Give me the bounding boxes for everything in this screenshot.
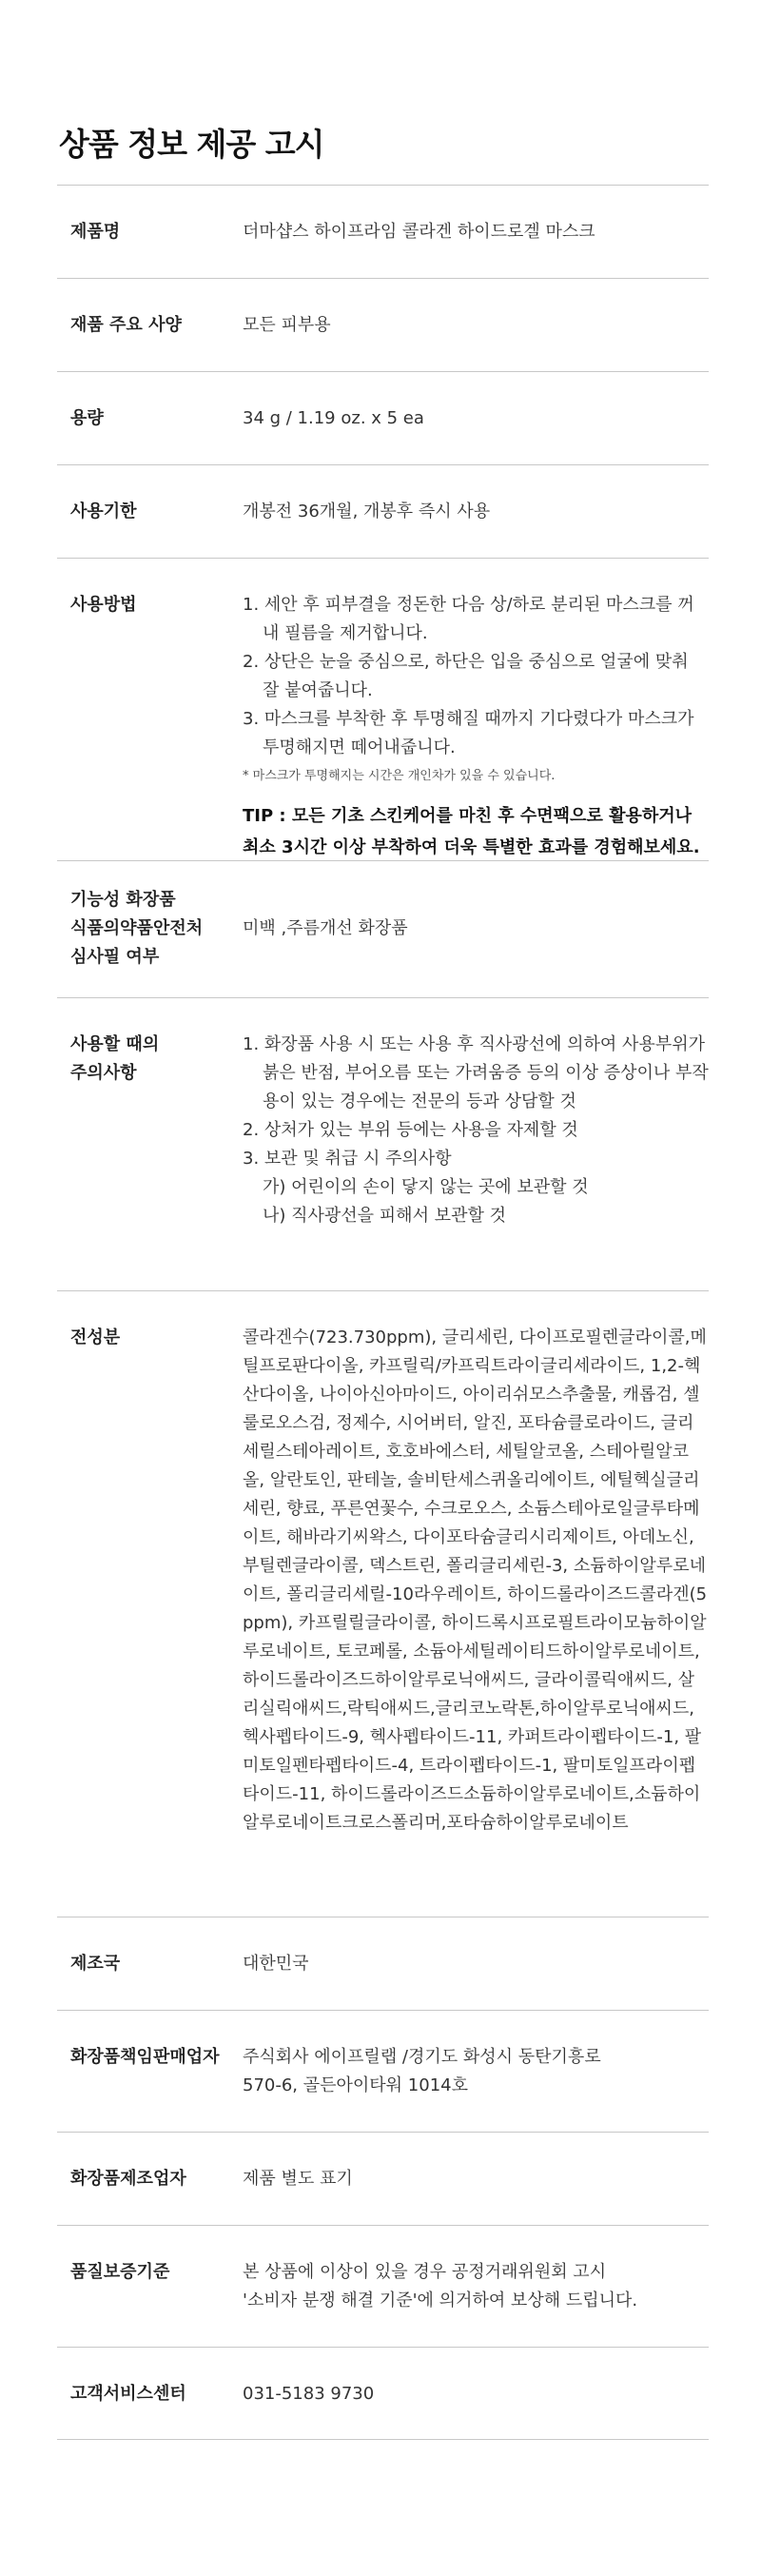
row-quality [57,2225,709,2347]
row-label-line: 주의사항 [70,1063,137,1083]
row-value: 더마샵스 하이프라임 콜라겐 하이드로겔 마스크 [243,222,595,242]
row-usage [57,558,709,860]
row-country [57,1917,709,2010]
caution-item: 2. 상처가 있는 부위 등에는 사용을 자제할 것 [243,1120,578,1140]
caution-item: 3. 보관 및 취급 시 주의사항 [243,1149,452,1169]
row-value: 대한민국 [243,1954,309,1974]
caution-subitem: 나) 직사광선을 피해서 보관할 것 [263,1206,506,1226]
row-value [243,2043,709,2132]
row-label: 화장품책임판매업자 [70,2047,220,2067]
row-label: 사용기한 [70,501,137,521]
row-label: 제품명 [70,222,121,242]
quality-line: 본 상품에 이상이 있을 경우 공정거래위원회 고시 [243,2262,607,2282]
row-value: 미백 ,주름개선 화장품 [243,918,408,938]
row-label: 전성분 [70,1327,121,1347]
caution-items [243,1031,709,1173]
row-label: 재품 주요 사양 [70,315,182,335]
row-label-line: 심사필 여부 [70,947,160,967]
row-functional [57,860,709,997]
row-label-line: 식품의약품안전처 [70,918,204,938]
seller-line: 주식회사 에이프릴랩 /경기도 화성시 동탄기흥로 [243,2047,601,2067]
row-seller [57,2010,709,2132]
row-label-line: 기능성 화장품 [70,890,176,910]
row-label: 화장품제조업자 [70,2169,186,2189]
usage-steps [243,591,709,762]
ingredients-text: 콜라겐수(723.730ppm), 글리세린, 다이프로필렌글라이콜,메틸프로판다이올, 카프릴릭/카프릭트라이글리세라이드, 1,2-헥산다이올, 나이아신아마이드, 아이리쉬모스추출물, 캐롭검, 셀룰로오스검, 정제수, 시어버터, 알진, 포타슘클로라이드, 글리세릴스테아레이트, 호호바에스터, 세틸알코올, 스테아릴알코올, 알란토인, 판테놀, 솔비탄세스퀴올리에이트, 에틸헥실글리세린, 향료, 푸른연꽃수, 수크로오스, 소듐스테아로일글루타메이트, 해바라기씨왁스, 다이포타슘글리시리제이트, 아데노신, 부틸렌글라이콜, 덱스트린, 폴리글리세린-3, 소듐하이알루로네이트, 폴리글리세릴-10라우레이트, 하이드롤라이즈드콜라겐(5ppm), 카프릴릴글라이콜, 하이드록시프로필트라이모늄하이알루로네이트, 토코페롤, 소듐아세틸레이티드하이알루로네이트, 하이드롤라이즈드하이알루로닉애씨드, 글라이콜릭애씨드, 살리실릭애씨드,락틱애씨드,글리코노락톤,하이알루로닉애씨드,헥사펩타이드-9, 헥사펩타이드-11, 카퍼트라이펩타이드-1, 팔미토일펜타펩타이드-4, 트라이펩타이드-1, 팔미토일프라이펩타이드-11, 하이드롤라이즈드소듐하이알루로네이트,소듐하이알루로네이트크로스폴리머,포타슘하이알루로네이트 [243,1327,708,1833]
usage-tip: TIP : 모든 기초 스킨케어를 마친 후 수면팩으로 활용하거나 최소 3시간 이상 부착하여 더욱 특별한 효과를 경험해보세요. [243,806,700,857]
row-value: 모든 피부용 [243,315,331,335]
quality-line: '소비자 분쟁 해결 기준'에 의거하여 보상해 드립니다. [243,2291,638,2311]
row-label: 품질보증기준 [70,2262,170,2282]
row-label: 제조국 [70,1954,121,1974]
row-ingredients [57,1290,709,1917]
usage-note: * 마스크가 투명해지는 시간은 개인차가 있을 수 있습니다. [243,769,556,783]
usage-step: 2. 상단은 눈을 중심으로, 하단은 입을 중심으로 얼굴에 맞춰 잘 붙여줍니다. [243,652,689,700]
seller-line: 570-6, 골든아이타워 1014호 [243,2075,468,2095]
row-cs [57,2347,709,2440]
row-label-line: 사용할 때의 [70,1034,160,1054]
row-expiry [57,464,709,558]
row-label [57,1031,243,1290]
row-manufacturer [57,2132,709,2225]
row-label: 사용방법 [70,595,137,615]
row-label [57,886,243,997]
caution-content [243,1031,709,1290]
caution-item: 1. 화장품 사용 시 또는 사용 후 직사광선에 의하여 사용부위가 붉은 반점, 부어오름 또는 가려움증 등의 이상 증상이나 부작용이 있는 경우에는 전문의 등과 상담할 것 [243,1034,709,1111]
row-value [243,2258,709,2347]
row-value: 개봉전 36개월, 개봉후 즉시 사용 [243,501,491,521]
row-volume [57,371,709,464]
row-label: 용량 [70,408,104,428]
caution-subitem: 가) 어린이의 손이 닿지 않는 곳에 보관할 것 [263,1177,589,1197]
usage-step: 3. 마스크를 부착한 후 투명해질 때까지 기다렸다가 마스크가 투명해지면 떼어내줍니다. [243,709,694,757]
page-title: 상품 정보 제공 고시 [59,126,324,163]
row-value: 제품 별도 표기 [243,2169,353,2189]
row-label: 고객서비스센터 [70,2384,186,2404]
usage-step: 1. 세안 후 피부결을 정돈한 다음 상/하로 분리된 마스크를 꺼내 필름을 제거합니다. [243,595,694,643]
info-table [57,185,709,2440]
usage-content [243,591,709,860]
row-product-name [57,185,709,278]
row-spec [57,278,709,371]
phone-number: 031-5183 9730 [243,2384,375,2404]
row-caution [57,997,709,1290]
row-value: 34 g / 1.19 oz. x 5 ea [243,408,424,428]
